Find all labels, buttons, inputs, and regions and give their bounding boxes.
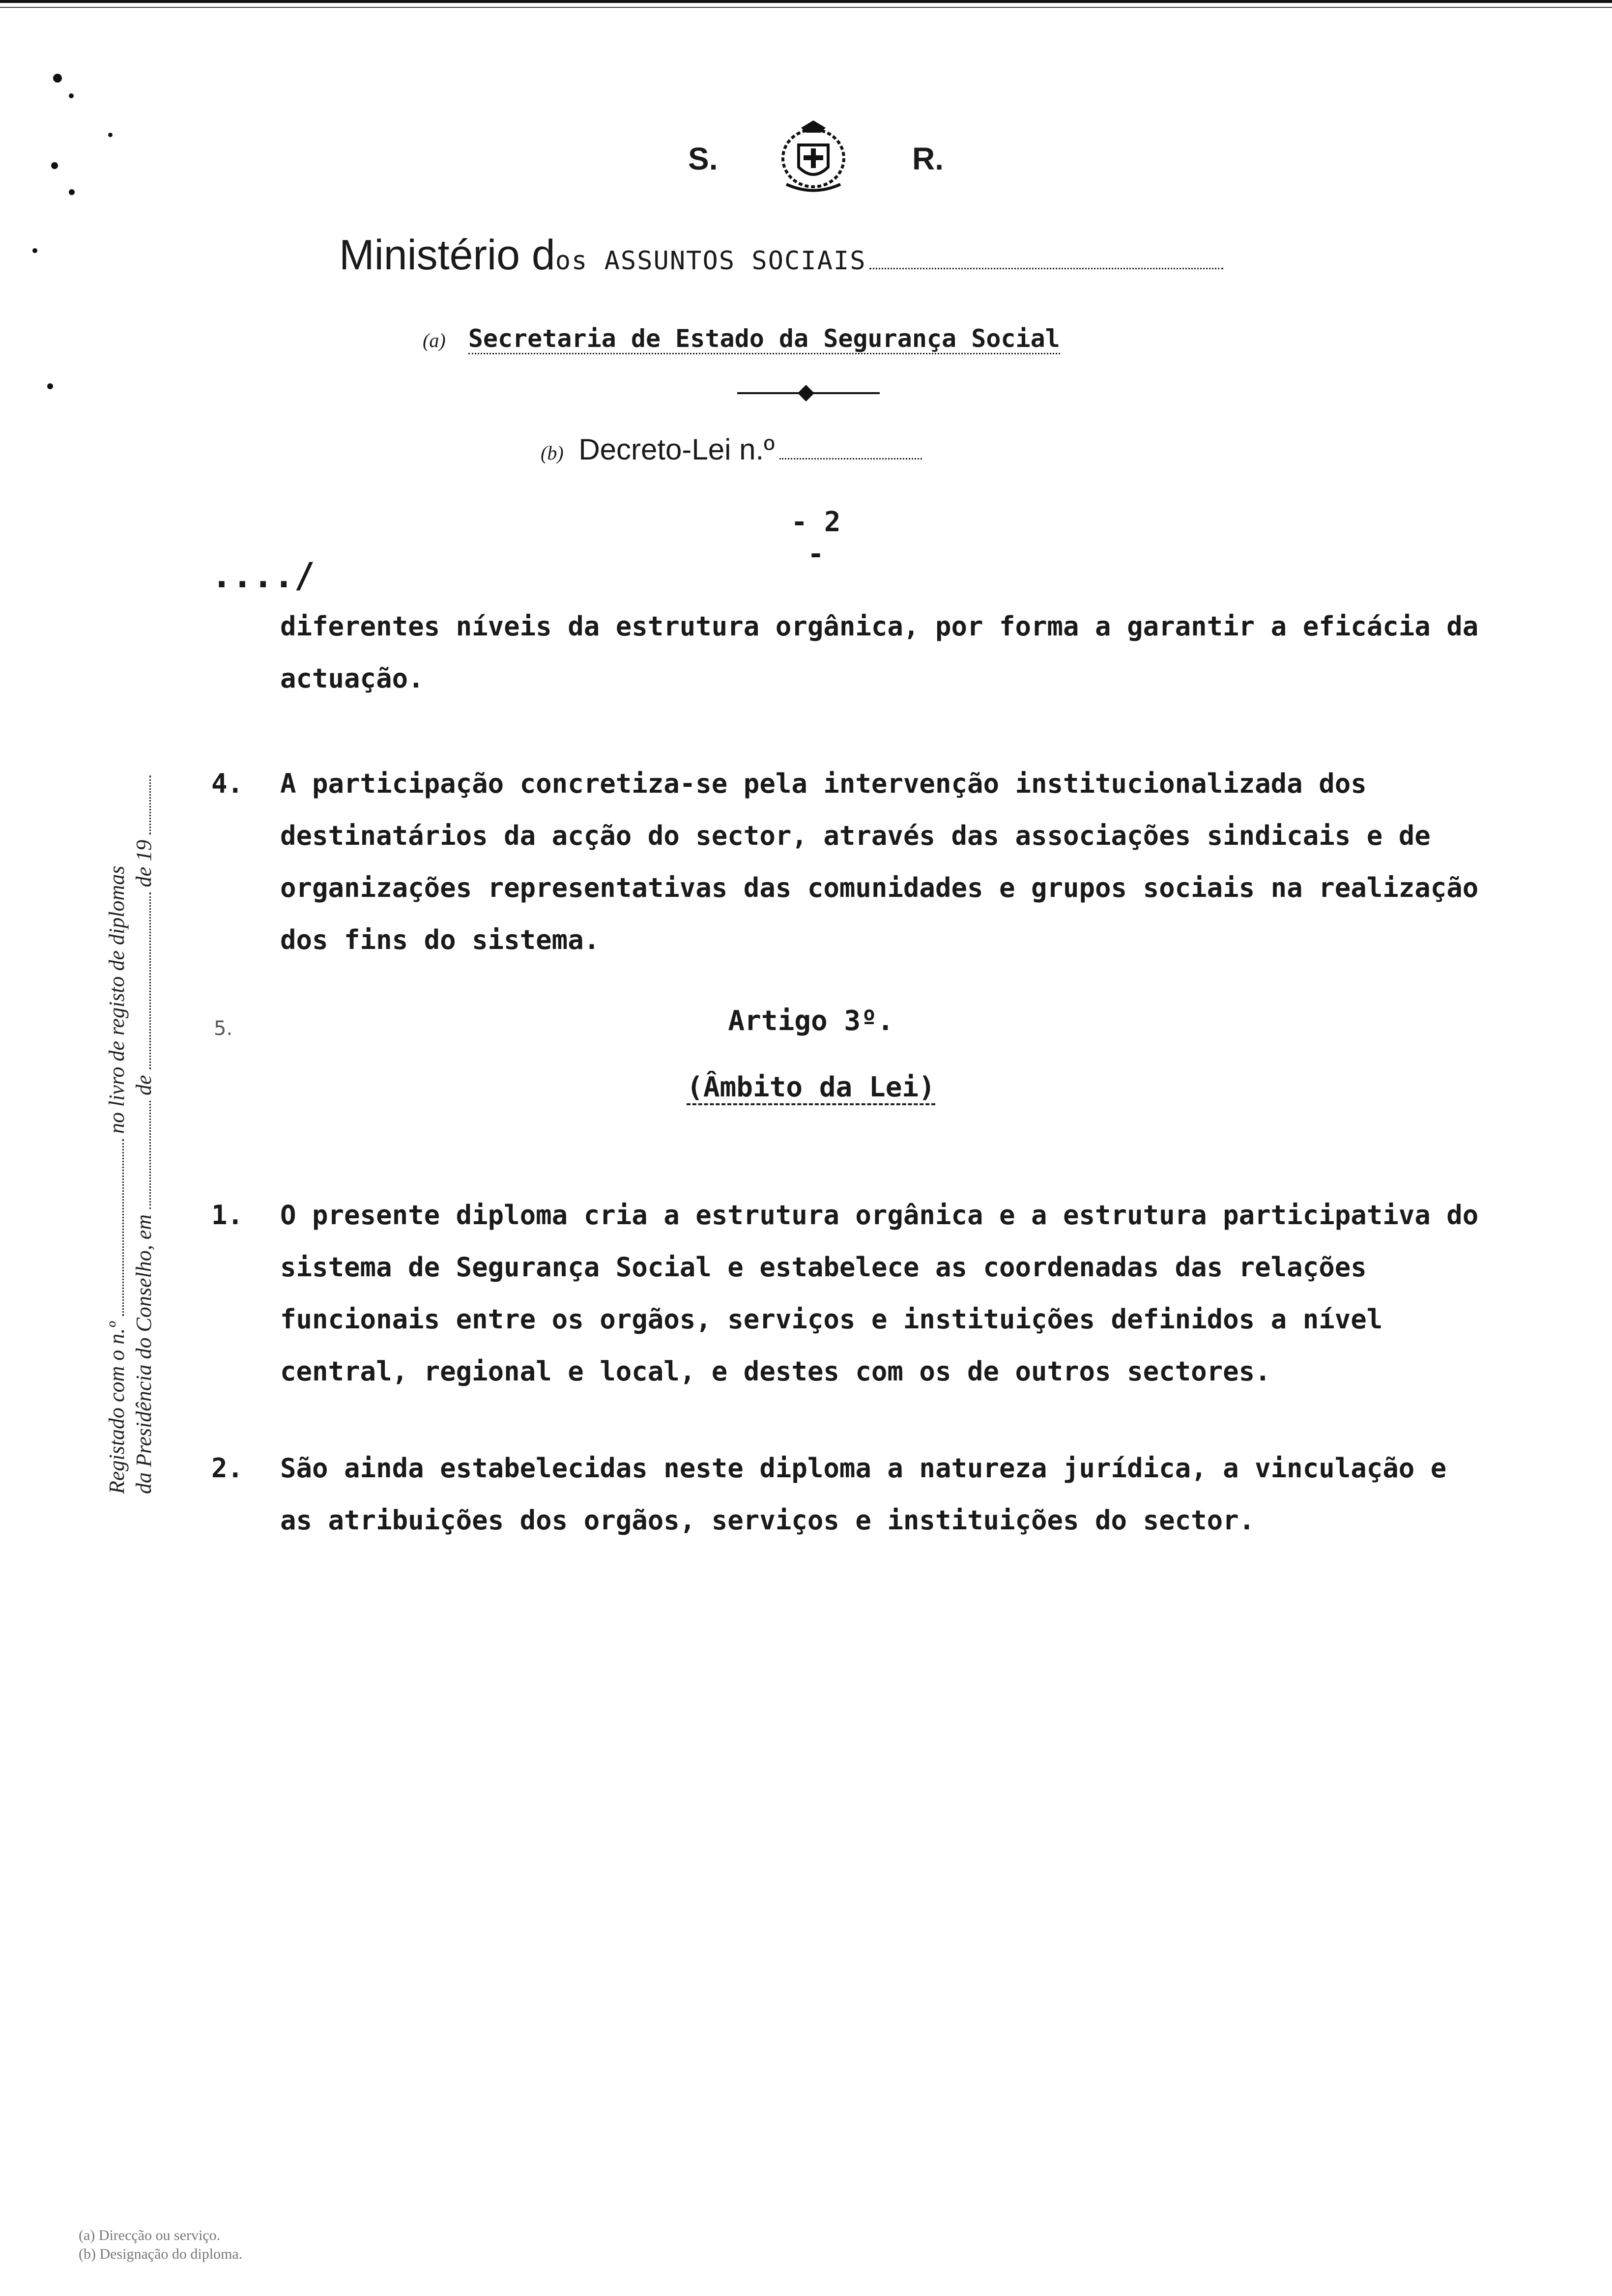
ministry-prefix: Ministério d — [339, 231, 555, 279]
emblem-left-letter: S. — [688, 141, 718, 176]
scan-speck — [51, 162, 58, 169]
paragraph-article-item-2: São ainda estabelecidas neste diploma a natureza jurídica, a vinculação e as atribuições dos orgãos, serviços e instituições do sector. — [280, 1453, 1447, 1536]
coat-of-arms-icon — [772, 118, 855, 197]
margin-note-blank — [149, 775, 151, 834]
decreto-line — [541, 432, 1130, 466]
paragraph-continued: diferentes níveis da estrutura orgânica, por forma a garantir a eficácia da actuação. — [280, 611, 1479, 694]
decreto-label: Decreto-Lei n.º — [578, 433, 775, 466]
ministry-name: os ASSUNTOS SOCIAIS — [555, 246, 866, 276]
article-subtitle-text: (Âmbito da Lei) — [687, 1071, 935, 1105]
registration-margin-note — [103, 20, 157, 1494]
scan-speck — [47, 383, 53, 389]
decreto-number-blank — [779, 458, 922, 459]
margin-note-blank — [122, 1139, 124, 1316]
top-border — [0, 0, 1612, 3]
scan-speck — [69, 93, 74, 98]
continuation-mark: ..../ — [211, 555, 315, 596]
paragraph-item-4: A participação concretiza-se pela intervenção institucionalizada dos destinatários da acção do sector, através das associações sindicais e de organizações representativas das comunidades e grupos sociais na realização dos fins do sistema. — [280, 768, 1479, 955]
item-number: 2. — [211, 1453, 244, 1484]
article-margin-mark: 5. — [214, 1017, 233, 1040]
decreto-footnote-mark: (b) — [541, 442, 564, 464]
margin-note-book: no livro de registo de diplomas — [105, 865, 129, 1134]
page-number: - 2 - — [791, 506, 841, 570]
margin-note-blank — [149, 892, 151, 1069]
footnote-a: (a) Direcção ou serviço. — [79, 2227, 221, 2243]
item-number: 1. — [211, 1200, 244, 1231]
margin-note-line-1 — [103, 20, 130, 1494]
ministry-heading — [339, 231, 1273, 285]
margin-note-year: de 19 — [132, 839, 156, 888]
article-title: Artigo 3º. — [728, 1005, 894, 1037]
margin-note-line-2 — [130, 20, 157, 1494]
scan-speck — [53, 74, 62, 83]
margin-note-presidency: da Presidência do Conselho, em — [132, 1214, 156, 1494]
margin-note-registered: Registado com o n.º — [105, 1321, 129, 1494]
divider-diamond-icon — [798, 385, 814, 402]
secretaria-footnote-mark: (a) — [423, 329, 446, 351]
emblem-right-letter: R. — [912, 141, 944, 176]
footnote-b: (b) Designação do diploma. — [79, 2246, 243, 2262]
secretaria-name: Secretaria de Estado da Segurança Social — [468, 324, 1060, 354]
secretaria-line — [423, 324, 1209, 353]
scan-speck — [32, 248, 37, 253]
article-subtitle — [639, 1071, 983, 1103]
footnotes — [79, 2226, 242, 2264]
item-number: 4. — [211, 768, 244, 799]
paragraph-article-item-1: O presente diploma cria a estrutura orgânica e a estrutura participativa do sistema de Segurança Social e estabelece as coordenadas das relações funcionais entre os orgãos, serviços e instituições definidos a nível central, regional e local, e destes com os de outros sectores. — [280, 1200, 1479, 1387]
margin-note-de: de — [132, 1075, 156, 1095]
state-emblem-row — [688, 118, 944, 197]
margin-note-blank — [149, 1101, 151, 1209]
scan-speck — [69, 189, 75, 195]
top-border-thin — [0, 7, 1612, 8]
ministry-fill-line — [869, 268, 1223, 269]
